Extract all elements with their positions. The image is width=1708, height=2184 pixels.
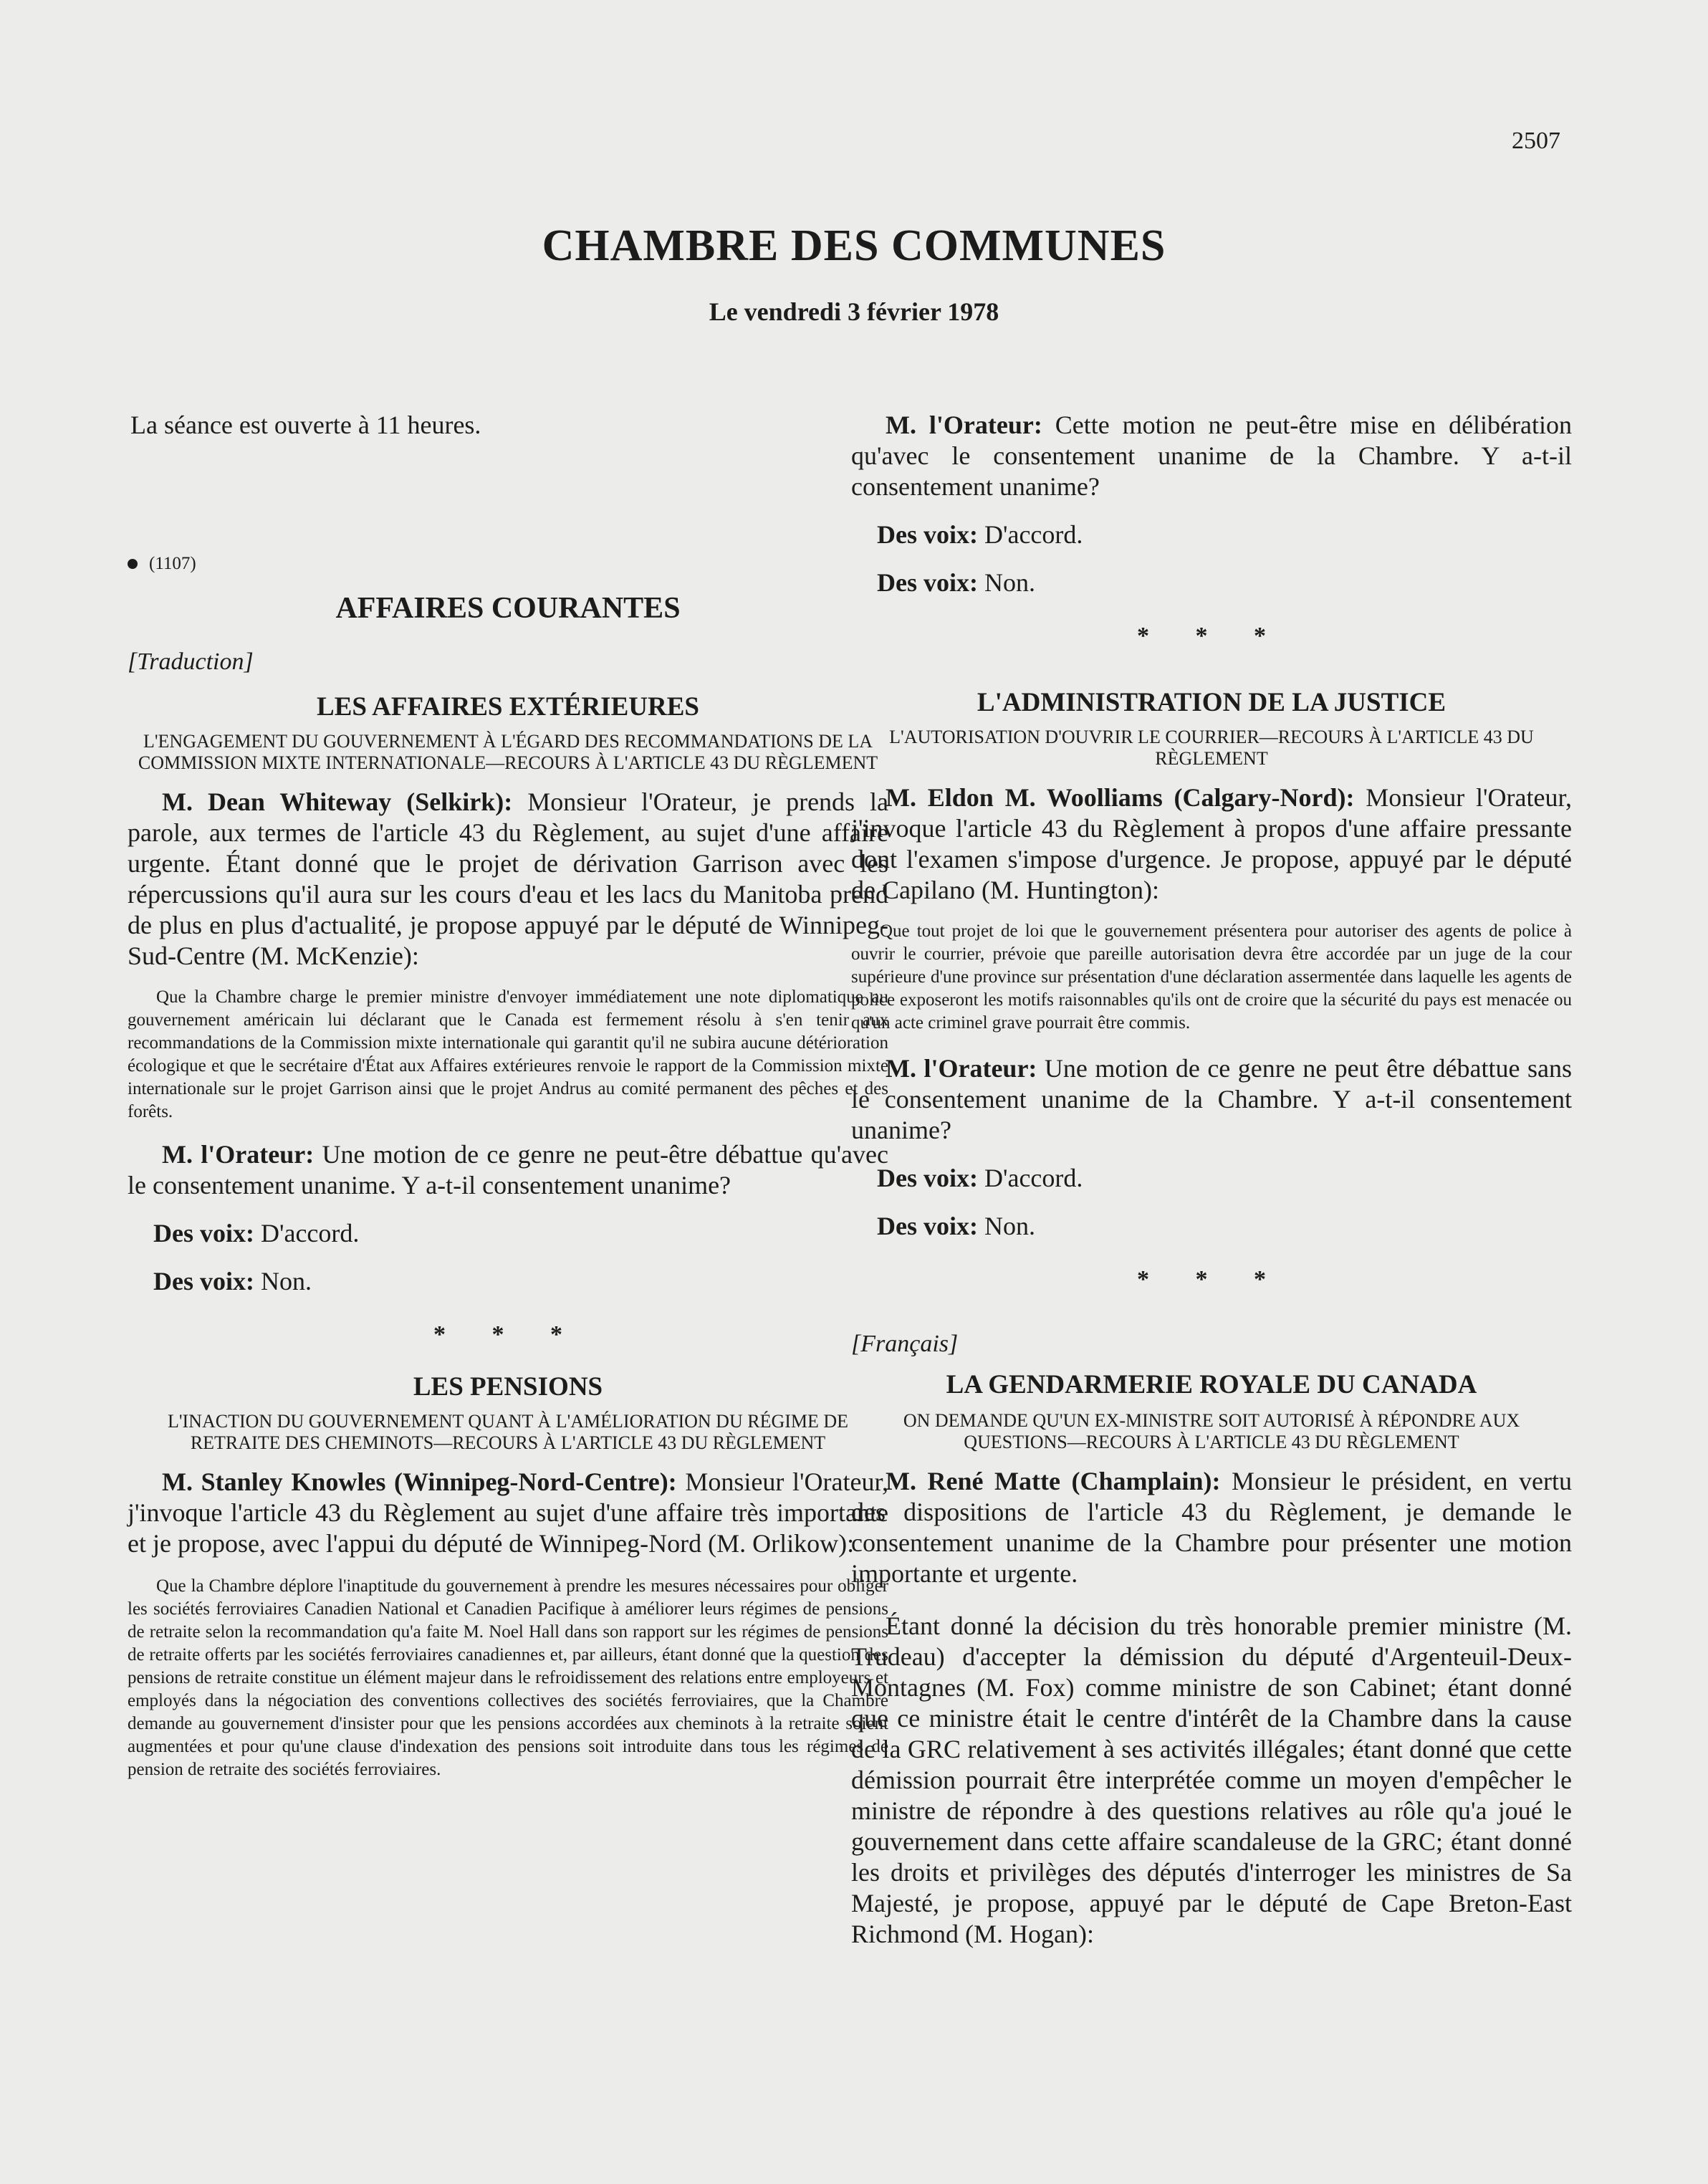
voices-label: Des voix:	[877, 1164, 978, 1192]
time-marker-label: (1107)	[149, 554, 196, 573]
speaker-name: M. l'Orateur:	[886, 1054, 1037, 1083]
section-subheading-foreign-affairs: L'ENGAGEMENT DU GOUVERNEMENT À L'ÉGARD DES RECOMMANDATIONS DE LA COMMISSION MIXTE INTERNATIONALE—RECOURS À L'ARTICLE 43 DU RÈGLEMENT	[138, 731, 878, 773]
voices-text: Non.	[254, 1267, 312, 1295]
voices-text: D'accord.	[977, 1164, 1083, 1192]
speech-whiteway	[128, 787, 888, 972]
motion-text-pensions: Que la Chambre déplore l'inaptitude du gouvernement à prendre les mesures nécessaires pour obliger les sociétés ferroviaires Canadien National et Canadien Pacifique à améliorer leurs régimes de pensions de retraite selon la recommandation qu'a faite M. Noel Hall dans son rapport sur les régimes de pensions de retraite offerts par les sociétés ferroviaires canadiennes et, par ailleurs, étant donné que la question des pensions de retraite constitue un élément majeur dans le refroidissement des relations entre employeurs et employés dans la négociation des conventions collectives des sociétés ferroviaires, que la Chambre demande au gouvernement d'insister pour que les pensions accordées aux cheminots à la retraite soient augmentées et pour qu'une clause d'indexation des pensions soit introduite dans tous les régimes de pension de retraite des sociétés ferroviaires.	[128, 1576, 888, 1779]
time-marker	[128, 554, 888, 574]
voices-disagree	[851, 567, 1572, 598]
voices-label: Des voix:	[153, 1219, 254, 1247]
page-title: CHAMBRE DES COMMUNES	[542, 221, 1166, 270]
speech-text: Monsieur le président, en vertu des dispositions de l'article 43 du Règlement, je demande le consentement unanime de la Chambre pour présenter une motion importante et urgente.	[851, 1467, 1572, 1588]
section-subheading-rcmp: ON DEMANDE QU'UN EX-MINISTRE SOIT AUTORISÉ À RÉPONDRE AUX QUESTIONS—RECOURS À L'ARTICLE 43 DU RÈGLEMENT	[903, 1410, 1520, 1452]
speech-knowles	[128, 1467, 888, 1559]
speaker-name: M. Dean Whiteway (Selkirk):	[162, 787, 513, 816]
voices-agree	[851, 519, 1572, 550]
voices-text: D'accord.	[254, 1219, 360, 1247]
page-number: 2507	[1512, 128, 1560, 154]
speaker-name: M. Eldon M. Woolliams (Calgary-Nord):	[886, 783, 1355, 812]
left-column	[128, 410, 888, 1781]
voices-label: Des voix:	[877, 568, 978, 597]
voices-agree	[851, 1163, 1572, 1194]
speaker-name: M. Stanley Knowles (Winnipeg-Nord-Centre):	[162, 1467, 677, 1496]
speech-matte	[851, 1466, 1572, 1589]
speech-speaker-ruling-1	[128, 1139, 888, 1201]
speech-text: Monsieur l'Orateur, je prends la parole, aux termes de l'article 43 du Règlement, au sujet d'une affaire urgente. Étant donné que le projet de dérivation Garrison avec les répercussions qu'il aura sur les cours d'eau et les lacs du Manitoba prend de plus en plus d'actualité, je propose appuyé par le député de Winnipeg-Sud-Centre (M. McKenzie):	[128, 787, 889, 970]
speech-text: Une motion de ce genre ne peut-être débattue qu'avec le consentement unanime. Y a-t-il consentement unanime?	[128, 1140, 888, 1199]
voices-disagree	[128, 1266, 888, 1297]
voices-text: Non.	[977, 1212, 1035, 1240]
bullet-icon	[128, 559, 138, 569]
speech-woolliams	[851, 782, 1572, 906]
voices-text: D'accord.	[977, 520, 1083, 549]
voices-agree	[128, 1218, 888, 1249]
speaker-name: M. René Matte (Champlain):	[886, 1467, 1221, 1495]
section-heading-rcmp: LA GENDARMERIE ROYALE DU CANADA	[946, 1370, 1477, 1399]
speech-text: Monsieur l'Orateur, j'invoque l'article 43 du Règlement à propos d'une affaire pressante dont l'examen s'impose d'urgence. Je propose, appuyé par le député de Capilano (M. Huntington):	[851, 783, 1573, 904]
sitting-opened-line: La séance est ouverte à 11 heures.	[130, 411, 481, 439]
right-column	[851, 410, 1572, 1950]
section-subheading-justice: L'AUTORISATION D'OUVRIR LE COURRIER—RECOURS À L'ARTICLE 43 DU RÈGLEMENT	[889, 727, 1534, 769]
section-separator: * * *	[433, 1321, 582, 1348]
section-rubric: AFFAIRES COURANTES	[335, 592, 681, 625]
speaker-name: M. l'Orateur:	[162, 1140, 315, 1169]
speech-speaker-ruling-2	[851, 1053, 1572, 1146]
section-heading-pensions: LES PENSIONS	[413, 1372, 603, 1402]
speech-text: Monsieur l'Orateur, j'invoque l'article 43 du Règlement au sujet d'une affaire très importante et je propose, avec l'appui du député de Winnipeg-Nord (M. Orlikow):	[128, 1467, 888, 1558]
voices-label: Des voix:	[877, 1212, 978, 1240]
language-tag: [Français]	[851, 1331, 959, 1357]
voices-disagree	[851, 1211, 1572, 1242]
speech-speaker-ruling-0	[851, 410, 1572, 502]
sitting-date: Le vendredi 3 février 1978	[709, 297, 999, 326]
voices-label: Des voix:	[877, 520, 978, 549]
speech-matte-continued: Étant donné la décision du très honorable premier ministre (M. Trudeau) d'accepter la démission du député d'Argenteuil-Deux-Montagnes (M. Fox) comme ministre de son Cabinet; étant donné que ce ministre était le centre d'intérêt de la Chambre dans la cause de la GRC relativement à ses activités illégales; étant donné que cette démission pourrait être interprétée comme un moyen d'empêcher le ministre de répondre à des questions relatives au rôle qu'a joué le gouvernement dans cette affaire scandaleuse de la GRC; étant donné les droits et privilèges des députés d'interroger les ministres de Sa Majesté, je propose, appuyé par le député de Cape Breton-East Richmond (M. Hogan):	[851, 1611, 1572, 1948]
voices-text: Non.	[977, 568, 1035, 597]
speaker-name: M. l'Orateur:	[886, 411, 1042, 439]
motion-text-garrison: Que la Chambre charge le premier ministre d'envoyer immédiatement une note diplomatique au gouvernement américain lui déclarant que le Canada est fermement résolu à s'en tenir aux recommandations de la Commission mixte internationale qui garantit qu'il ne subira aucune détérioration écologique et que le secrétaire d'État aux Affaires extérieures renvoie le rapport de la Commission mixte internationale sur le projet Garrison ainsi que le projet Andrus au comité permanent des pêches et des forêts.	[128, 987, 888, 1121]
speech-text: Cette motion ne peut-être mise en délibération qu'avec le consentement unanime de la Chambre. Y a-t-il consentement unanime?	[851, 411, 1573, 501]
section-subheading-pensions: L'INACTION DU GOUVERNEMENT QUANT À L'AMÉLIORATION DU RÉGIME DE RETRAITE DES CHEMINOTS—RECOURS À L'ARTICLE 43 DU RÈGLEMENT	[167, 1411, 849, 1453]
voices-label: Des voix:	[153, 1267, 254, 1295]
section-separator: * * *	[1137, 623, 1286, 649]
section-heading-foreign-affairs: LES AFFAIRES EXTÉRIEURES	[317, 692, 699, 722]
motion-text-mail: Que tout projet de loi que le gouvernement présentera pour autoriser des agents de police à ouvrir le courrier, prévoie que pareille autorisation devra être accordée par un juge de la cour supérieure d'une province sur présentation d'une déclaration assermentée dans laquelle les agents de police exposeront les motifs raisonnables qu'ils ont de croire que la sécurité du pays est menacée ou qu'un acte criminel grave pourrait être commis.	[851, 921, 1572, 1033]
section-heading-justice: L'ADMINISTRATION DE LA JUSTICE	[977, 688, 1446, 717]
section-separator: * * *	[1137, 1266, 1286, 1293]
translation-tag: [Traduction]	[128, 648, 254, 675]
speech-text: Une motion de ce genre ne peut être débattue sans le consentement unanime de la Chambre. Y a-t-il consentement unanime?	[851, 1054, 1572, 1144]
